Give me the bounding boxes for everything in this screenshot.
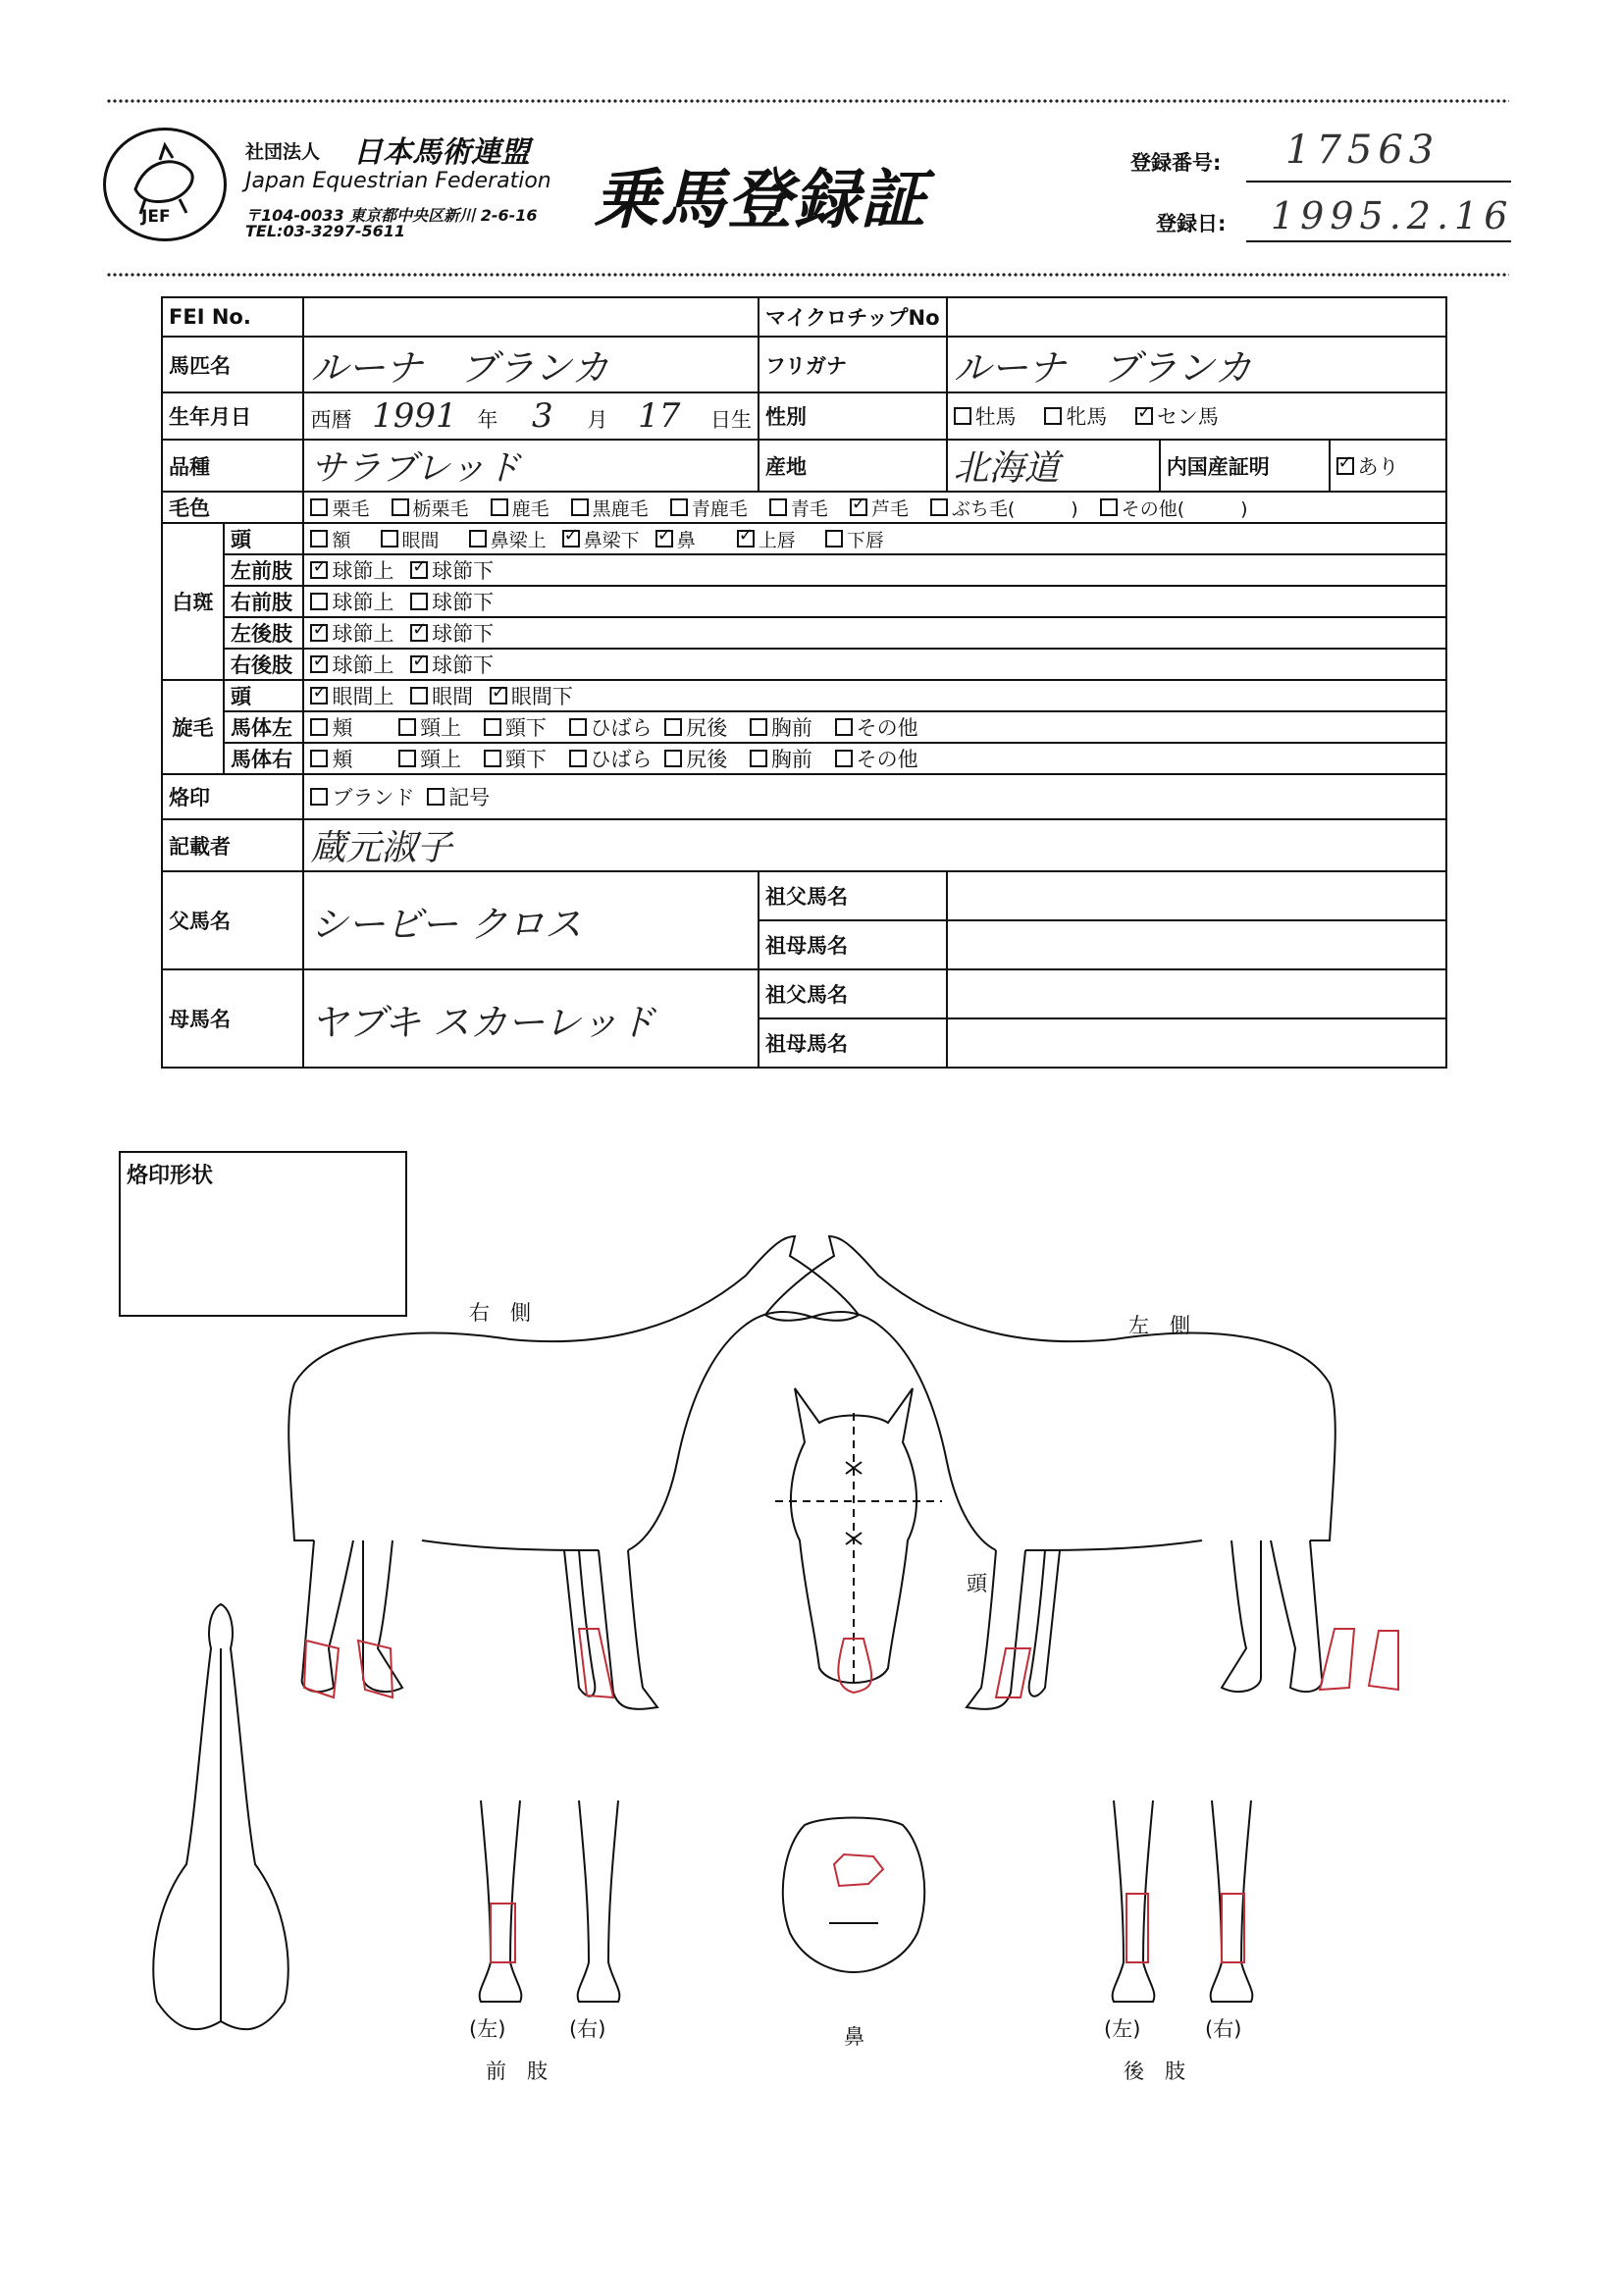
body-option[interactable]: ひばら: [569, 748, 653, 771]
dam-value: ヤブキ スカーレッド: [310, 1000, 655, 1044]
sire-grandsire-label: 祖父馬名: [759, 871, 947, 920]
head-option[interactable]: 下唇: [825, 530, 884, 551]
left-hindleg-options: [303, 617, 1446, 649]
furigana-label: フリガナ: [759, 337, 947, 392]
body-option[interactable]: 頸下: [484, 748, 547, 771]
right-foreleg-options: [303, 586, 1446, 617]
brand-shape-label: 烙印形状: [127, 1164, 214, 1188]
right-foreleg-label: 右前肢: [224, 586, 303, 617]
recorder-value: 蔵元淑子: [310, 828, 452, 868]
checkbox-checked[interactable]: [1135, 407, 1153, 425]
domestic-label: 内国産証明: [1160, 440, 1330, 492]
document-title: 乗馬登録証: [594, 162, 927, 237]
marking-mark: [304, 1641, 339, 1697]
hindlegs-drawing: [1113, 1800, 1253, 2002]
head-option[interactable]: 鼻梁上: [469, 530, 547, 551]
logo-text: JEF: [141, 207, 171, 227]
color-option[interactable]: 鹿毛: [491, 498, 550, 520]
dam-label: 母馬名: [162, 969, 303, 1068]
color-option[interactable]: 黒鹿毛: [571, 498, 649, 520]
domestic-option[interactable]: ✓ あり: [1330, 440, 1446, 492]
head-option-checked[interactable]: ✓ 鼻: [655, 530, 696, 551]
marking-mark: [838, 1639, 871, 1693]
sire-value: シービー クロス: [310, 902, 583, 946]
leg-option-checked[interactable]: ✓ 球節上: [310, 622, 393, 646]
front-head-drawing: [775, 1388, 942, 1688]
whorl-head-label: 頭: [224, 680, 303, 711]
leg-option-checked[interactable]: ✓ 球節上: [310, 559, 393, 583]
marking-mark: [1320, 1629, 1354, 1690]
dob-label: 生年月日: [162, 392, 303, 440]
checkbox[interactable]: [1044, 407, 1062, 425]
dob-month-unit: 月: [587, 408, 608, 432]
breed-value: サラブレッド: [310, 448, 521, 489]
checkbox[interactable]: [954, 407, 971, 425]
origin-label: 産地: [759, 440, 947, 492]
marking-mark: [834, 1854, 883, 1886]
org-tel: TEL:03-3297-5611: [245, 222, 406, 240]
name-value-cell[interactable]: [303, 337, 759, 392]
color-option[interactable]: 青毛: [769, 498, 828, 520]
dam-grandsire-value[interactable]: [947, 969, 1446, 1018]
marking-mark: [1369, 1631, 1398, 1690]
color-options: [303, 492, 1446, 523]
microchip-value[interactable]: [947, 297, 1446, 337]
name-label: 馬匹名: [162, 337, 303, 392]
color-label: 毛色: [162, 492, 303, 523]
sire-granddam-value[interactable]: [947, 920, 1446, 969]
color-option[interactable]: 栃栗毛: [392, 498, 469, 520]
reg-date-underline: [1246, 240, 1511, 242]
body-option[interactable]: 頸下: [484, 716, 547, 740]
color-option[interactable]: ぶち毛( ): [930, 498, 1078, 520]
furigana-value: ルーナ ブランカ: [953, 346, 1252, 390]
org-prefix: 社団法人: [245, 141, 321, 163]
org-name-ja: 日本馬術連盟: [353, 135, 530, 170]
left-hindleg-label: 左後肢: [224, 617, 303, 649]
name-value: ルーナ ブランカ: [310, 346, 609, 390]
hind-right-label: (右): [1205, 2017, 1242, 2041]
body-option[interactable]: その他: [835, 716, 918, 740]
checkbox-checked[interactable]: [1336, 457, 1354, 475]
body-option[interactable]: ひばら: [569, 716, 653, 740]
hind-caption: 後 肢: [1124, 2060, 1185, 2083]
right-side-label: 右 側: [469, 1301, 531, 1325]
reg-no-value: 17563: [1285, 128, 1440, 173]
body-left-label: 馬体左: [224, 711, 303, 743]
body-option[interactable]: 胸前: [750, 716, 812, 740]
dam-grandsire-label: 祖父馬名: [759, 969, 947, 1018]
fore-caption: 前 肢: [486, 2060, 548, 2083]
sire-grandsire-value[interactable]: [947, 871, 1446, 920]
brand-options: [303, 774, 1446, 819]
right-side-horse-drawing: [288, 1236, 859, 1709]
body-option[interactable]: 頬: [310, 716, 352, 740]
dam-granddam-label: 祖母馬名: [759, 1018, 947, 1068]
leg-option-checked[interactable]: ✓ 球節下: [410, 653, 494, 677]
right-hindleg-label: 右後肢: [224, 649, 303, 680]
nose-diagram-label: 鼻: [844, 2025, 864, 2049]
recorder-label: 記載者: [162, 819, 303, 871]
brand-option[interactable]: ブランド: [310, 786, 414, 809]
recorder-value-cell[interactable]: [303, 819, 1446, 871]
brand-option[interactable]: 記号: [427, 786, 490, 809]
dob-era: 西暦: [310, 408, 352, 432]
sire-granddam-label: 祖母馬名: [759, 920, 947, 969]
whorl-label: 旋毛: [162, 680, 224, 774]
org-address: 〒104-0033 東京都中央区新川 2-6-16: [245, 206, 538, 225]
dob-cell[interactable]: [303, 392, 759, 440]
body-option[interactable]: 胸前: [750, 748, 812, 771]
color-option[interactable]: 青鹿毛: [670, 498, 748, 520]
left-foreleg-options: [303, 554, 1446, 586]
dob-day: 17: [638, 396, 681, 436]
fore-left-label: (左): [469, 2017, 506, 2041]
reg-date-value: 1995.2.16: [1271, 194, 1514, 237]
whorl-option[interactable]: 眼間: [410, 685, 473, 708]
dob-day-unit: 日生: [710, 408, 753, 432]
sex-option-gelding[interactable]: ✓ セン馬: [1135, 405, 1219, 429]
leg-option-checked[interactable]: ✓ 球節下: [410, 559, 494, 583]
registration-table: [161, 296, 1447, 1069]
dob-year-unit: 年: [477, 408, 498, 432]
dob-year: 1991: [372, 396, 457, 436]
head-option-checked[interactable]: ✓ 上唇: [737, 530, 796, 551]
reg-no-underline: [1246, 181, 1511, 183]
fei-label: FEI No.: [162, 297, 303, 337]
breed-label: 品種: [162, 440, 303, 492]
leg-option[interactable]: 球節上: [310, 591, 393, 614]
horse-diagram: [0, 1217, 1623, 2100]
leg-option-checked[interactable]: ✓ 球節上: [310, 653, 393, 677]
dam-granddam-value[interactable]: [947, 1018, 1446, 1068]
brand-label: 烙印: [162, 774, 303, 819]
leg-option[interactable]: 球節下: [410, 591, 494, 614]
sex-options: [947, 392, 1446, 440]
hind-left-label: (左): [1104, 2017, 1141, 2041]
microchip-label: マイクロチップNo: [759, 297, 947, 337]
body-left-options: [303, 711, 1446, 743]
origin-value: 北海道: [953, 448, 1060, 489]
dob-month: 3: [532, 396, 553, 436]
body-option[interactable]: その他: [835, 748, 918, 771]
org-name-en: Japan Equestrian Federation: [245, 169, 551, 193]
leg-option-checked[interactable]: ✓ 球節下: [410, 622, 494, 646]
nose-drawing: [783, 1818, 924, 1973]
head-option[interactable]: 眼間: [381, 530, 440, 551]
sex-label: 性別: [759, 392, 947, 440]
body-right-label: 馬体右: [224, 743, 303, 774]
right-hindleg-options: [303, 649, 1446, 680]
color-option-checked[interactable]: ✓ 芦毛: [850, 498, 909, 520]
color-option[interactable]: その他( ): [1100, 498, 1248, 520]
jef-logo: [103, 128, 227, 241]
reg-date-label: 登録日:: [1156, 212, 1227, 235]
sex-option-filly[interactable]: 牝馬: [1044, 405, 1107, 429]
color-option[interactable]: 栗毛: [310, 498, 369, 520]
whorl-head-options: [303, 680, 1446, 711]
fei-value[interactable]: [303, 297, 759, 337]
top-view-drawing: [153, 1604, 288, 2029]
origin-value-cell[interactable]: [947, 440, 1160, 492]
body-option[interactable]: 頸上: [398, 716, 461, 740]
sex-option-colt[interactable]: 牡馬: [954, 405, 1017, 429]
head-option-checked[interactable]: ✓ 鼻梁下: [562, 530, 640, 551]
fore-right-label: (右): [569, 2017, 606, 2041]
head-option[interactable]: 額: [310, 530, 350, 551]
body-option[interactable]: 尻後: [664, 716, 727, 740]
body-right-options: [303, 743, 1446, 774]
markings-head-options: [303, 523, 1446, 554]
body-option[interactable]: 尻後: [664, 748, 727, 771]
breed-value-cell[interactable]: [303, 440, 759, 492]
body-option[interactable]: 頸上: [398, 748, 461, 771]
forelegs-drawing: [480, 1800, 620, 2002]
top-dotted-rule: [106, 98, 1509, 104]
dam-value-cell[interactable]: [303, 969, 759, 1068]
left-side-label: 左 側: [1128, 1314, 1190, 1337]
sire-value-cell[interactable]: [303, 871, 759, 969]
whorl-option-checked[interactable]: ✓ 眼間下: [490, 685, 573, 708]
head-diagram-label: 頭: [967, 1572, 987, 1595]
bottom-dotted-rule: [106, 272, 1509, 278]
reg-no-label: 登録番号:: [1130, 151, 1222, 175]
markings-label: 白斑: [162, 523, 224, 680]
left-foreleg-label: 左前肢: [224, 554, 303, 586]
sire-label: 父馬名: [162, 871, 303, 969]
markings-head-label: 頭: [224, 523, 303, 554]
body-option[interactable]: 頬: [310, 748, 352, 771]
furigana-value-cell[interactable]: [947, 337, 1446, 392]
whorl-option-checked[interactable]: ✓ 眼間上: [310, 685, 393, 708]
